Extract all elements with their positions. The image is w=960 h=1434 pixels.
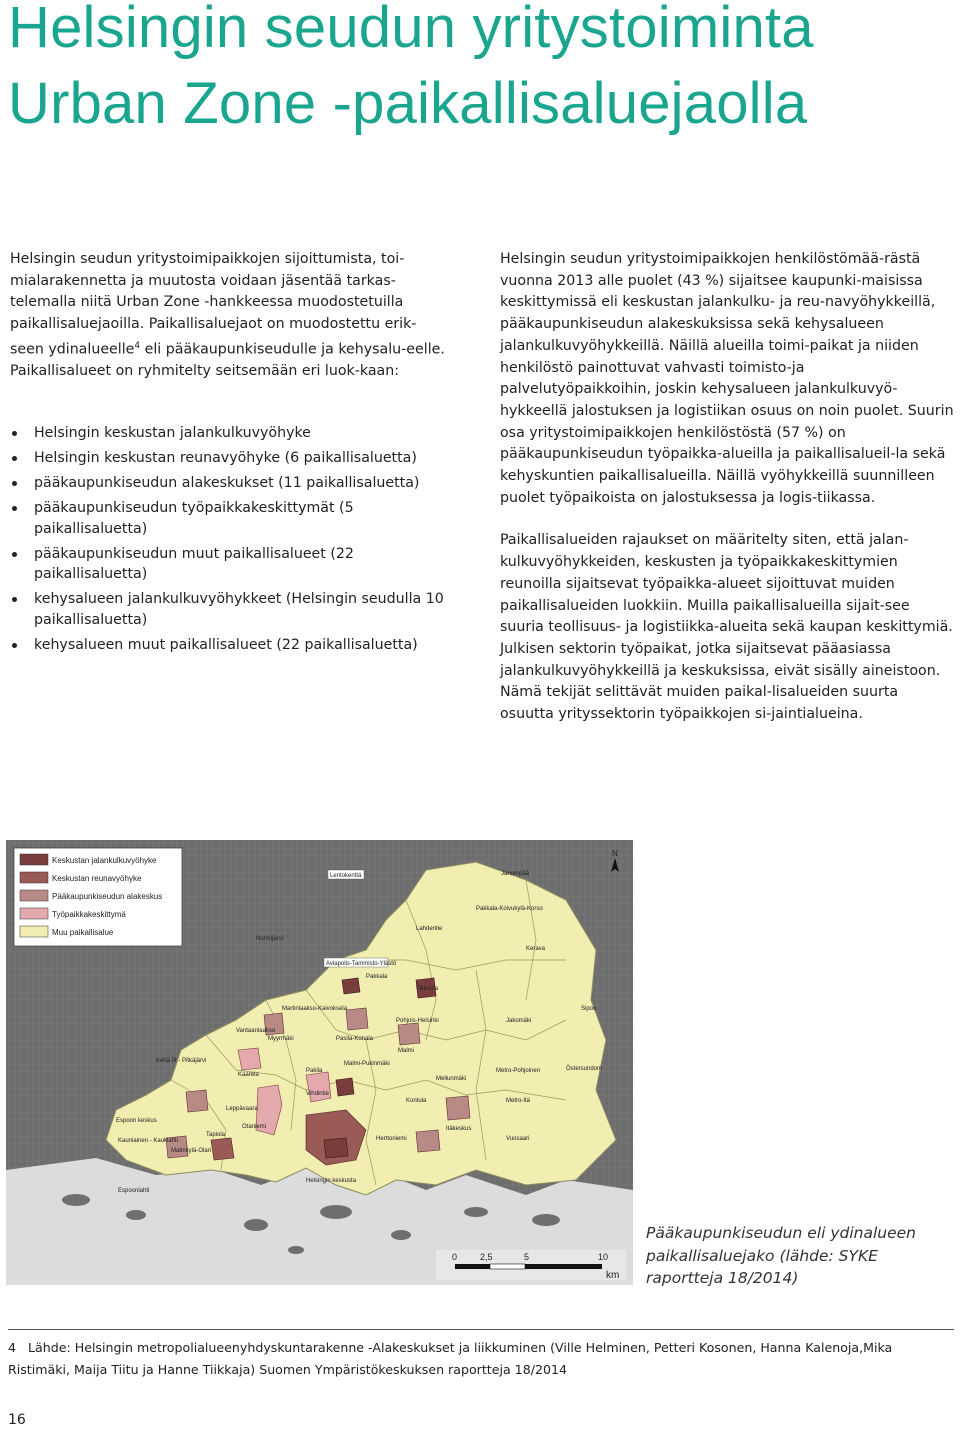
place-label: Tikkurila xyxy=(416,986,439,992)
place-label: Martinlaakso-Kaivoksela xyxy=(282,1006,348,1012)
place-label: Kerava xyxy=(526,946,546,952)
list-item-text: Helsingin keskustan reunavyöhyke (6 paikallisaluetta) xyxy=(34,450,417,466)
list-item xyxy=(10,544,450,585)
place-label: Pakila xyxy=(306,1068,323,1074)
place-label: Helsingin keskusta xyxy=(306,1178,357,1184)
place-label: Metro-Pohjoinen xyxy=(496,1068,541,1074)
list-item xyxy=(10,473,450,494)
legend-label: Muu paikallisalue xyxy=(52,928,114,937)
scale-bar xyxy=(436,1250,626,1281)
legend-label: Työpaikkakeskittymä xyxy=(52,910,126,919)
list-item xyxy=(10,448,450,469)
place-label: Matinkylä-Olari xyxy=(171,1148,212,1154)
category-list xyxy=(10,423,450,660)
urban-zone-map xyxy=(6,840,633,1285)
bullet-icon xyxy=(12,552,17,557)
map-legend xyxy=(14,848,182,946)
svg-text:N: N xyxy=(612,849,618,858)
place-label: Nurmijärvi xyxy=(256,936,283,942)
place-label: Kontula xyxy=(406,1098,427,1104)
legend-swatch xyxy=(20,854,48,865)
place-label: Malmi xyxy=(398,1048,414,1054)
page-title xyxy=(8,0,814,142)
place-label: Sipoo xyxy=(581,1006,597,1012)
place-label: Espoon keskus xyxy=(116,1118,157,1124)
place-label: Espoonlahti xyxy=(118,1188,150,1194)
bullet-icon xyxy=(12,597,17,602)
place-label: Aviapolis-Tammisto-Ylästö xyxy=(326,961,397,967)
place-label: Jakomäki xyxy=(506,1018,532,1024)
svg-text:km: km xyxy=(606,1270,620,1281)
legend-swatch xyxy=(20,908,48,919)
legend-label: Keskustan reunavyöhyke xyxy=(52,874,142,883)
svg-text:10: 10 xyxy=(598,1252,609,1262)
list-item xyxy=(10,589,450,630)
list-item xyxy=(10,498,450,539)
place-label: Otaniemi xyxy=(242,1124,267,1130)
place-label: Pakkala xyxy=(366,974,388,980)
place-label: Lahdentie xyxy=(416,926,443,932)
left-column xyxy=(10,249,450,383)
place-label: Herttoniemi xyxy=(376,1136,407,1142)
place-label: Pohjois-Helsinki xyxy=(396,1018,439,1024)
list-item-text: Helsingin keskustan jalankulkuvyöhyke xyxy=(34,425,311,441)
place-label: Östersundom xyxy=(566,1066,603,1072)
svg-text:2,5: 2,5 xyxy=(480,1252,493,1262)
legend-swatch xyxy=(20,890,48,901)
place-label: Itäkeskus xyxy=(446,1126,472,1132)
place-label: Vuosaari xyxy=(506,1136,530,1142)
place-label: Metro-Itä xyxy=(506,1098,531,1104)
list-item-text: pääkaupunkiseudun työpaikkakeskittymät (5 paikallisaluetta) xyxy=(34,500,354,537)
svg-text:0: 0 xyxy=(452,1252,458,1262)
list-item xyxy=(10,635,450,656)
title-line-1: Helsingin seudun yritystoiminta xyxy=(8,0,814,60)
place-label: Kauniainen - Kauklahti xyxy=(118,1138,179,1144)
list-item-text: pääkaupunkiseudun alakeskukset (11 paikallisaluetta) xyxy=(34,475,420,491)
place-label: Pakkala-Koivukylä-Korso xyxy=(476,906,543,912)
footnote-number: 4 xyxy=(8,1340,17,1355)
place-label: Mellunmäki xyxy=(436,1076,467,1082)
place-label: Kaarela xyxy=(238,1072,259,1078)
page-number: 16 xyxy=(8,1412,26,1428)
right-paragraph-2: Paikallisalueiden rajaukset on määritelty siten, että jalan-kulkuvyöhykkeiden, keskusten ja työpaikkakeskittymien reunoilla sijaitsevat työpaikka-alueet sijoittuvat muiden paikallisalueiden luokkiin. Muilla paikallisalueilla sijait-see suuria teollisuus- ja logistiikka-alueita sekä kaupan keskittymiä. Julkisen sektorin työpaikat, jotka sijaitsevat pääasiassa jalankulkuvyöhykkeillä ja keskuksissa, eivät sisälly aineistoon. Nämä tekijät selittävät muiden paikal-lisalueiden suurta osuutta yrityssektorin työpaikkojen si-jaintialueina. xyxy=(500,532,953,723)
place-label: Lentokenttä xyxy=(330,873,362,879)
list-item-text: pääkaupunkiseudun muut paikallisalueet (22 paikallisaluetta) xyxy=(34,545,354,582)
list-item xyxy=(10,423,450,444)
list-item-text: kehysalueen muut paikallisalueet (22 paikallisaluetta) xyxy=(34,636,418,653)
list-item-text: kehysalueen jalankulkuvyöhykkeet (Helsingin seudulla 10 paikallisaluetta) xyxy=(34,591,444,628)
intro-text-b: eli pääkaupunkiseudulle ja kehysalu-eelle. Paikallisalueet on ryhmitelty seitsemään eri luok-kaan: xyxy=(10,341,445,380)
footnote-reference: 4 xyxy=(134,340,141,351)
bullet-icon xyxy=(12,506,17,511)
bullet-icon xyxy=(12,643,17,648)
intro-text-a: Helsingin seudun yritystoimipaikkojen sijoittumista, toi-mialarakennetta ja muutosta voidaan jäsentää tarkas-telemalla niitä Urban Zone -hankkeessa muodostetuilla paikallisaluejaoilla. Paikallisaluejaot on muodostettu erik-seen ydinalueelle xyxy=(10,251,417,358)
footnote-divider xyxy=(8,1329,954,1330)
intro-paragraph xyxy=(10,249,450,383)
right-column xyxy=(500,249,955,726)
place-label: Vantaanlaakso xyxy=(236,1028,276,1034)
legend-swatch xyxy=(20,926,48,937)
footnote xyxy=(8,1337,948,1381)
legend-label: Pääkaupunkiseudun alakeskus xyxy=(52,892,163,901)
footnote-text: Lähde: Helsingin metropolialueenyhdyskuntarakenne -Alakeskukset ja liikkuminen (Ville Helminen, Petteri Kosonen, Hanna Kalenoja,Mika Ristimäki, Maija Tiitu ja Hanne Tiikkaja) Suomen Ympäristökeskuksen raportteja 18/2014 xyxy=(8,1340,893,1377)
legend-swatch xyxy=(20,872,48,883)
right-paragraph-1: Helsingin seudun yritystoimipaikkojen henkilöstömää-rästä vuonna 2013 alle puolet (43 %) sijaitsee kaupunki-maisissa keskittymissä eli keskustan jalankulku- ja reu-navyöhykkeillä, pääkaupunkiseudun alakeskuksissa sekä kehysalueen jalankulkuvyöhykkeillä. Näillä alueilla toimi-paikat ja niiden henkilöstö painottuvat vahvasti toimisto-ja palvelutyöpaikkoihin, joskin kehysalueen jalankulkuvyö-hykkeellä jalostuksen ja logistiikan osuus on noin puolet. Suurin osa yritystoimipaikkojen henkilöstöstä (57 %) on pääkaupunkiseudun työpaikka-alueilla ja paikallisalueil-la sekä kehyskuntien paikallisalueilla. Näillä vyöhykkeillä suunnilleen puolet työpaikoista on jalostuksessa ja logis-tiikassa. xyxy=(500,251,954,506)
place-label: Leppävaara xyxy=(226,1106,258,1112)
place-label: Myyrmäki xyxy=(268,1036,294,1042)
bullet-icon xyxy=(12,481,17,486)
title-line-2: Urban Zone -paikallisaluejaolla xyxy=(8,71,808,136)
svg-text:5: 5 xyxy=(524,1252,530,1262)
bullet-icon xyxy=(12,431,17,436)
place-label: Pasila-Konala xyxy=(336,1036,374,1042)
place-label: Järvenpää xyxy=(501,871,530,877)
place-label: Malmi-Pukinmäki xyxy=(344,1061,390,1067)
place-label: Tapiola xyxy=(206,1132,226,1138)
map-caption: Pääkaupunkiseudun eli ydinalueen paikallisaluejako (lähde: SYKE raportteja 18/2014) xyxy=(646,1224,917,1287)
place-label: Kehä III - Pitkäjärvi xyxy=(156,1058,207,1064)
legend-label: Keskustan jalankulkuvyöhyke xyxy=(52,856,157,865)
bullet-icon xyxy=(12,456,17,461)
place-label: Vihdintie xyxy=(306,1091,329,1097)
